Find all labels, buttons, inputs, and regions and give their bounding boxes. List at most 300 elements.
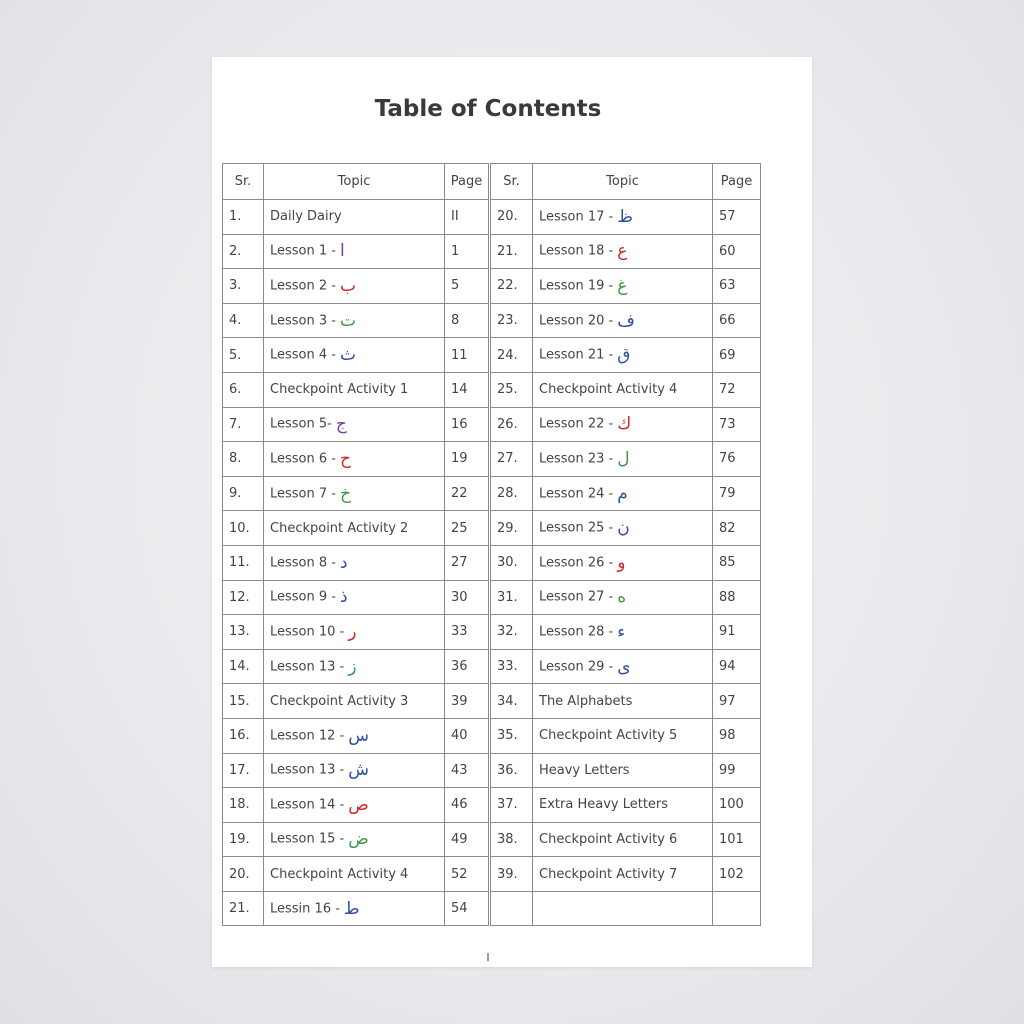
topic-text: Lesson 24 -: [539, 486, 614, 502]
page-text: 33: [451, 624, 468, 640]
cell-page: [445, 615, 490, 650]
topic-text: Checkpoint Activity 7: [539, 866, 678, 882]
topic-text: Lesson 13 -: [270, 762, 345, 778]
cell-page: [713, 684, 761, 719]
page-text: 72: [719, 382, 736, 398]
cell-sr: [490, 476, 533, 511]
cell-page: [445, 857, 490, 892]
cell-sr: [223, 442, 264, 477]
table-row: [223, 476, 761, 511]
cell-sr: [223, 753, 264, 788]
cell-topic: [264, 200, 445, 235]
header-page: Page: [445, 164, 490, 200]
cell-page: [713, 511, 761, 546]
sr-text: 33.: [497, 659, 518, 675]
sr-text: 32.: [497, 624, 518, 640]
topic-text: Lesson 19 -: [539, 278, 614, 294]
topic-text: Lesson 27 -: [539, 589, 614, 605]
topic-text: Lesson 9 -: [270, 589, 336, 605]
header-topic: Topic: [533, 164, 713, 200]
cell-topic: [264, 615, 445, 650]
page-text: 66: [719, 313, 736, 329]
table-row: [223, 338, 761, 373]
page-text: 101: [719, 831, 744, 847]
cell-page: [445, 753, 490, 788]
cell-sr: [490, 580, 533, 615]
sr-text: 25.: [497, 382, 518, 398]
page-text: 60: [719, 243, 736, 259]
cell-sr: [223, 857, 264, 892]
cell-sr: [490, 442, 533, 477]
cell-topic: [533, 511, 713, 546]
page-text: 100: [719, 797, 744, 813]
arabic-letter: ى: [617, 656, 631, 677]
sr-text: 7.: [229, 416, 242, 432]
page-text: 98: [719, 728, 736, 744]
topic-text: Lesson 23 -: [539, 451, 614, 467]
cell-page: [713, 269, 761, 304]
table-row: [223, 684, 761, 719]
contents-table: [222, 163, 761, 926]
cell-topic: [264, 718, 445, 753]
page-text: 5: [451, 278, 460, 294]
cell-topic: [264, 303, 445, 338]
cell-sr: [490, 649, 533, 684]
table-row: [223, 269, 761, 304]
cell-topic: [533, 372, 713, 407]
cell-page: [445, 891, 490, 926]
sr-text: 19.: [229, 831, 250, 847]
cell-page: [445, 718, 490, 753]
table-row: [223, 718, 761, 753]
sr-text: 1.: [229, 209, 242, 225]
topic-text: Extra Heavy Letters: [539, 797, 669, 813]
cell-page: [445, 649, 490, 684]
topic-text: Lesson 8 -: [270, 555, 336, 571]
table-row: [223, 442, 761, 477]
cell-page: [713, 338, 761, 373]
page-text: II: [451, 209, 459, 225]
arabic-letter: ش: [348, 760, 370, 781]
cell-topic: [533, 649, 713, 684]
page-text: 88: [719, 589, 736, 605]
sr-text: 15.: [229, 693, 250, 709]
topic-text: Lesson 10 -: [270, 624, 345, 640]
sr-text: 14.: [229, 659, 250, 675]
topic-text: Lesson 18 -: [539, 243, 614, 259]
cell-topic: [533, 269, 713, 304]
cell-topic: [533, 338, 713, 373]
cell-page: [713, 234, 761, 269]
cell-sr: [223, 269, 264, 304]
arabic-letter: ه: [617, 587, 627, 608]
cell-sr: [223, 372, 264, 407]
arabic-letter: ث: [339, 345, 356, 366]
sr-text: 29.: [497, 520, 518, 536]
cell-topic: [533, 753, 713, 788]
cell-topic: [533, 580, 713, 615]
arabic-letter: ج: [335, 414, 347, 435]
sr-text: 11.: [229, 555, 250, 571]
page-text: 99: [719, 762, 736, 778]
cell-topic: [533, 822, 713, 857]
sr-text: 6.: [229, 382, 242, 398]
topic-text: Lesson 1 -: [270, 243, 336, 259]
topic-text: Checkpoint Activity 6: [539, 831, 678, 847]
cell-page: [713, 857, 761, 892]
arabic-letter: ط: [343, 898, 360, 919]
cell-sr: [490, 891, 533, 926]
cell-topic: [533, 442, 713, 477]
cell-page: [713, 303, 761, 338]
table-body: [223, 200, 761, 926]
cell-page: [445, 234, 490, 269]
cell-topic: [264, 269, 445, 304]
topic-text: Checkpoint Activity 5: [539, 728, 678, 744]
topic-text: Lesson 20 -: [539, 313, 614, 329]
cell-page: [713, 753, 761, 788]
cell-sr: [223, 303, 264, 338]
topic-text: Lesson 22 -: [539, 416, 614, 432]
page-title: Table of Contents: [374, 96, 602, 122]
cell-page: [713, 407, 761, 442]
cell-sr: [223, 718, 264, 753]
sr-text: 20.: [497, 209, 518, 225]
sr-text: 21.: [497, 243, 518, 259]
topic-text: Lesson 13 -: [270, 659, 345, 675]
cell-page: [445, 511, 490, 546]
page-text: 52: [451, 866, 468, 882]
cell-page: [713, 476, 761, 511]
sr-text: 13.: [229, 624, 250, 640]
cell-page: [445, 580, 490, 615]
sr-text: 22.: [497, 278, 518, 294]
cell-sr: [490, 303, 533, 338]
table-row: [223, 753, 761, 788]
cell-page: [713, 822, 761, 857]
cell-topic: [264, 753, 445, 788]
cell-page: [445, 476, 490, 511]
cell-sr: [223, 200, 264, 235]
arabic-letter: د: [339, 552, 348, 573]
page-text: 73: [719, 416, 736, 432]
sr-text: 26.: [497, 416, 518, 432]
cell-sr: [490, 615, 533, 650]
topic-text: Lesson 29 -: [539, 659, 614, 675]
cell-topic: [533, 200, 713, 235]
sr-text: 3.: [229, 278, 242, 294]
arabic-letter: ب: [339, 275, 356, 296]
sr-text: 18.: [229, 797, 250, 813]
cell-page: [445, 200, 490, 235]
header-page: Page: [713, 164, 761, 200]
page-text: 39: [451, 693, 468, 709]
cell-sr: [223, 545, 264, 580]
cell-topic: [533, 857, 713, 892]
cell-topic: [533, 545, 713, 580]
sr-text: 37.: [497, 797, 518, 813]
topic-text: Checkpoint Activity 2: [270, 520, 409, 536]
topic-text: Daily Dairy: [270, 209, 342, 225]
topic-text: Lesson 26 -: [539, 555, 614, 571]
table-row: [223, 407, 761, 442]
cell-topic: [264, 822, 445, 857]
cell-page: [445, 442, 490, 477]
topic-text: Lesson 4 -: [270, 347, 336, 363]
sr-text: 28.: [497, 486, 518, 502]
sr-text: 34.: [497, 693, 518, 709]
topic-text: Lesson 12 -: [270, 728, 345, 744]
cell-sr: [223, 684, 264, 719]
cell-page: [713, 891, 761, 926]
topic-text: Checkpoint Activity 1: [270, 382, 409, 398]
header-topic: Topic: [264, 164, 445, 200]
cell-topic: [533, 684, 713, 719]
cell-page: [713, 372, 761, 407]
table-row: [223, 200, 761, 235]
cell-page: [445, 269, 490, 304]
cell-sr: [223, 338, 264, 373]
topic-text: Lesson 7 -: [270, 486, 336, 502]
page-text: 19: [451, 451, 468, 467]
sr-text: 31.: [497, 589, 518, 605]
cell-topic: [264, 476, 445, 511]
page-text: 46: [451, 797, 468, 813]
topic-text: Lessin 16 -: [270, 901, 340, 917]
cell-sr: [223, 822, 264, 857]
page-text: 79: [719, 486, 736, 502]
topic-text: Heavy Letters: [539, 762, 630, 778]
arabic-letter: ح: [339, 448, 351, 469]
topic-text: Lesson 6 -: [270, 451, 336, 467]
page-text: 102: [719, 866, 744, 882]
arabic-letter: ء: [617, 621, 626, 642]
cell-topic: [533, 891, 713, 926]
cell-page: [713, 442, 761, 477]
arabic-letter: ا: [339, 241, 345, 262]
sr-text: 23.: [497, 313, 518, 329]
arabic-letter: خ: [339, 483, 351, 504]
cell-topic: [533, 407, 713, 442]
page-text: 8: [451, 313, 460, 329]
cell-page: [445, 303, 490, 338]
page-text: 40: [451, 728, 468, 744]
sr-text: 35.: [497, 728, 518, 744]
cell-topic: [264, 649, 445, 684]
cell-page: [713, 788, 761, 823]
table-row: [223, 891, 761, 926]
sr-text: 12.: [229, 589, 250, 605]
sr-text: 8.: [229, 451, 242, 467]
cell-page: [445, 545, 490, 580]
cell-topic: [533, 615, 713, 650]
cell-topic: [533, 476, 713, 511]
cell-topic: [264, 511, 445, 546]
table-row: [223, 822, 761, 857]
page-text: 76: [719, 451, 736, 467]
topic-text: Checkpoint Activity 4: [270, 866, 409, 882]
arabic-letter: ك: [617, 414, 632, 435]
sr-text: 5.: [229, 347, 242, 363]
page-text: 43: [451, 762, 468, 778]
sr-text: 20.: [229, 866, 250, 882]
sr-text: 30.: [497, 555, 518, 571]
sr-text: 39.: [497, 866, 518, 882]
sr-text: 16.: [229, 728, 250, 744]
topic-text: Checkpoint Activity 4: [539, 382, 678, 398]
topic-text: Lesson 3 -: [270, 313, 336, 329]
arabic-letter: ف: [617, 310, 635, 331]
arabic-letter: غ: [617, 275, 628, 296]
table-row: [223, 372, 761, 407]
page-text: 1: [451, 243, 460, 259]
topic-text: The Alphabets: [539, 693, 633, 709]
sr-text: 10.: [229, 520, 250, 536]
cell-page: [713, 580, 761, 615]
cell-sr: [490, 269, 533, 304]
cell-topic: [264, 788, 445, 823]
arabic-letter: ل: [617, 448, 630, 469]
cell-sr: [490, 684, 533, 719]
cell-topic: [264, 580, 445, 615]
cell-page: [445, 338, 490, 373]
sr-text: 38.: [497, 831, 518, 847]
cell-page: [445, 684, 490, 719]
cell-topic: [533, 718, 713, 753]
cell-sr: [490, 788, 533, 823]
cell-page: [713, 649, 761, 684]
topic-text: Lesson 21 -: [539, 347, 614, 363]
cell-sr: [223, 407, 264, 442]
topic-text: Lesson 14 -: [270, 797, 345, 813]
topic-text: Lesson 15 -: [270, 831, 345, 847]
arabic-letter: ر: [348, 621, 357, 642]
cell-sr: [490, 822, 533, 857]
page-text: 94: [719, 659, 736, 675]
page-text: 91: [719, 624, 736, 640]
table-row: [223, 649, 761, 684]
cell-sr: [490, 718, 533, 753]
cell-sr: [490, 407, 533, 442]
topic-text: Lesson 17 -: [539, 209, 614, 225]
cell-sr: [223, 788, 264, 823]
cell-sr: [490, 545, 533, 580]
cell-sr: [490, 511, 533, 546]
topic-text: Lesson 5-: [270, 416, 332, 432]
sr-text: 24.: [497, 347, 518, 363]
sr-text: 27.: [497, 451, 518, 467]
page-text: 97: [719, 693, 736, 709]
arabic-letter: ز: [348, 656, 357, 677]
topic-text: Checkpoint Activity 3: [270, 693, 409, 709]
arabic-letter: ن: [617, 518, 630, 539]
page-text: 25: [451, 520, 468, 536]
arabic-letter: ع: [617, 241, 628, 262]
sr-text: 21.: [229, 901, 250, 917]
cell-sr: [490, 200, 533, 235]
page-text: 27: [451, 555, 468, 571]
page-text: 16: [451, 416, 468, 432]
cell-sr: [223, 615, 264, 650]
table-row: [223, 788, 761, 823]
sr-text: 36.: [497, 762, 518, 778]
cell-sr: [490, 372, 533, 407]
arabic-letter: ت: [339, 310, 356, 331]
page-text: 30: [451, 589, 468, 605]
table-row: [223, 615, 761, 650]
cell-topic: [264, 684, 445, 719]
header-sr: Sr.: [223, 164, 264, 200]
sr-text: 9.: [229, 486, 242, 502]
arabic-letter: م: [617, 483, 628, 504]
arabic-letter: ق: [617, 345, 631, 366]
arabic-letter: ذ: [339, 587, 348, 608]
topic-text: Lesson 28 -: [539, 624, 614, 640]
cell-page: [445, 788, 490, 823]
arabic-letter: ض: [348, 829, 369, 850]
cell-page: [713, 200, 761, 235]
page-text: 69: [719, 347, 736, 363]
cell-topic: [264, 545, 445, 580]
table-row: [223, 511, 761, 546]
cell-sr: [223, 649, 264, 684]
topic-text: Lesson 2 -: [270, 278, 336, 294]
arabic-letter: ص: [348, 794, 369, 815]
table-row: [223, 234, 761, 269]
cell-page: [445, 407, 490, 442]
table-row: [223, 580, 761, 615]
page-text: 85: [719, 555, 736, 571]
cell-sr: [490, 338, 533, 373]
cell-sr: [490, 857, 533, 892]
cell-topic: [533, 788, 713, 823]
cell-page: [445, 822, 490, 857]
table-row: [223, 857, 761, 892]
cell-topic: [264, 857, 445, 892]
arabic-letter: س: [348, 725, 370, 746]
cell-topic: [264, 338, 445, 373]
cell-topic: [533, 303, 713, 338]
cell-topic: [264, 407, 445, 442]
cell-topic: [264, 891, 445, 926]
arabic-letter: ظ: [617, 206, 633, 227]
cell-sr: [223, 234, 264, 269]
cell-topic: [264, 442, 445, 477]
table-row: [223, 545, 761, 580]
page-text: 82: [719, 520, 736, 536]
cell-topic: [533, 234, 713, 269]
cell-sr: [223, 891, 264, 926]
cell-sr: [223, 580, 264, 615]
page-text: 11: [451, 347, 468, 363]
page-text: 22: [451, 486, 468, 502]
topic-text: Lesson 25 -: [539, 520, 614, 536]
cell-topic: [264, 372, 445, 407]
page-text: 63: [719, 278, 736, 294]
page-text: 54: [451, 901, 468, 917]
cell-page: [713, 718, 761, 753]
page-text: 36: [451, 659, 468, 675]
cell-page: [713, 545, 761, 580]
header-sr: Sr.: [490, 164, 533, 200]
page-text: 14: [451, 382, 468, 398]
table-row: [223, 303, 761, 338]
page-text: 57: [719, 209, 736, 225]
page-text: 49: [451, 831, 468, 847]
cell-topic: [264, 234, 445, 269]
cell-sr: [223, 476, 264, 511]
cell-page: [445, 372, 490, 407]
